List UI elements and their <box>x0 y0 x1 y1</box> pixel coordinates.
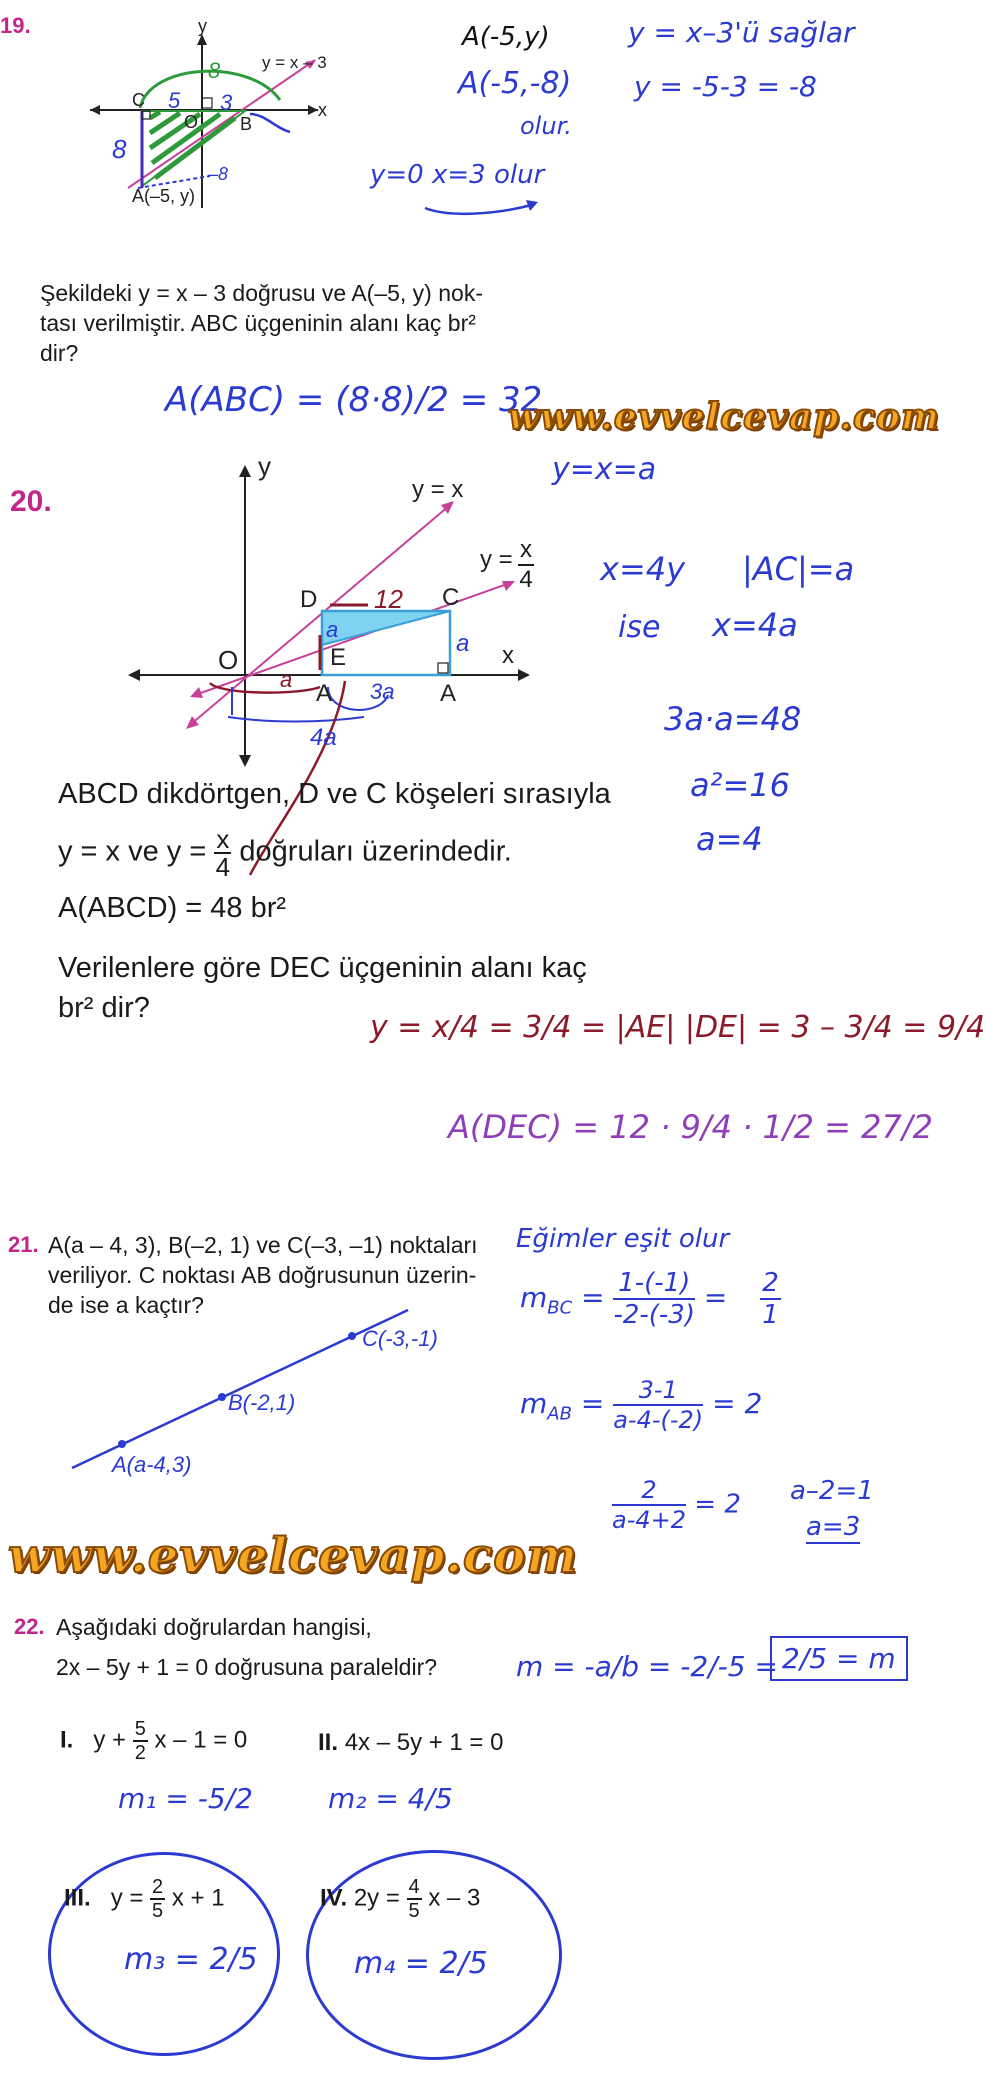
question-number-21: 21. <box>8 1232 39 1257</box>
q20-text2-a: y = x ve y = <box>58 835 207 868</box>
q21-hw-eq <box>612 1476 741 1534</box>
q20-x-axis-label: x <box>502 642 514 669</box>
q19-hw-seg-5: 5 <box>168 88 181 113</box>
q20-hw-ise: ise <box>618 610 661 645</box>
q20-text2-b: doğruları üzerindedir. <box>239 835 512 868</box>
q22-opt2-text: 4x – 5y + 1 = 0 <box>344 1729 504 1756</box>
q19-hw-note1: y = x–3'ü sağlar <box>628 16 855 49</box>
q19-hw-area: A(ABC) = (8·8)/2 = 32 <box>165 380 543 420</box>
q22-hw-m4: m₄ = 2/5 <box>354 1946 488 1981</box>
q22-opt1-frac: $\frac{5}{2}$ <box>134 1718 146 1764</box>
q22-hw-m2: m₂ = 4/5 <box>328 1782 453 1815</box>
q22-hw-m-eq: m = -a/b = -2/-5 = <box>516 1650 778 1683</box>
q22-opt1-label: I. <box>60 1726 74 1754</box>
q22-option-2 <box>318 1728 503 1758</box>
q21-hw-a-point: A(a-4,3) <box>112 1452 192 1477</box>
watermark-bottom: www.evvelcevap.com <box>8 1528 578 1584</box>
q19-hw-a-value: A(-5,-8) <box>458 66 572 101</box>
q21-mbc-sub: BC <box>547 1297 573 1319</box>
q21-figure <box>60 1300 480 1500</box>
q21-text-line2: veriliyor. C noktası AB doğrusunun üzerin- <box>48 1262 477 1288</box>
q20-d: D <box>300 586 318 613</box>
q19-hw-a-point: A(-5,y) <box>462 22 550 52</box>
q20-hw-x4y: x=4y <box>600 550 686 588</box>
q22-opt3-frac: $\frac{2}{5}$ <box>152 1876 164 1922</box>
q21-hw-sol1: a–2=1 <box>790 1476 874 1506</box>
q21-mab-m: m <box>520 1387 548 1420</box>
q19-text-line1: Şekildeki y = x – 3 doğrusu ve A(–5, y) nok- <box>40 280 483 306</box>
q22-text-line2: 2x – 5y + 1 = 0 doğrusuna paraleldir? <box>56 1654 438 1680</box>
q20-hw-yx: y=x=a <box>552 452 657 487</box>
q19-figure <box>80 18 380 278</box>
q22-hw-m1: m₁ = -5/2 <box>118 1782 253 1815</box>
q21-text-line1: A(a – 4, 3), B(–2, 1) ve C(–3, –1) noktaları <box>48 1232 478 1258</box>
q20-a1: A <box>316 680 333 707</box>
q20-c: C <box>442 584 460 611</box>
q20-hw-12: 12 <box>374 584 403 614</box>
q22-option-4 <box>320 1876 480 1922</box>
q20-hw-eq1: 3a·a=48 <box>664 700 802 738</box>
q21-eq-res: = 2 <box>694 1489 741 1520</box>
q21-mbc-frac: $\frac{1-(-1)}{-2-(-3)}$ <box>613 1268 695 1330</box>
q20-text-line4: Verilenlere göre DEC üçgeninin alanı kaç <box>58 952 587 984</box>
q19-hw-neg8: –8 <box>208 164 229 184</box>
q22-opt4-label: IV. <box>320 1884 348 1912</box>
q21-mbc-result: $\frac{2}{1}$ <box>762 1268 779 1330</box>
q22-text-line1: Aşağıdaki doğrulardan hangisi, <box>56 1614 372 1640</box>
q22-opt2-label: II. <box>318 1729 339 1756</box>
q20-hw-3a: 3a <box>370 679 395 704</box>
q21-mab-frac: $\frac{3-1}{a-4-(-2)}$ <box>613 1376 704 1434</box>
q20-hw-a3: a <box>280 667 293 692</box>
q19-point-o: O <box>184 112 199 132</box>
q20-hw-a: a <box>326 617 339 642</box>
q20-text-line5: br² dir? <box>58 992 150 1024</box>
q22-hw-m3: m₃ = 2/5 <box>124 1942 258 1977</box>
q20-line2-lhs: y = <box>480 546 513 573</box>
q20-hw-x4a: x=4a <box>712 606 798 644</box>
question-number-19: 19. <box>0 13 31 38</box>
q21-mab-res: = 2 <box>712 1387 763 1420</box>
q20-e: E <box>330 644 347 671</box>
q20-hw-purple: A(DEC) = 12 · 9/4 · 1/2 = 27/2 <box>448 1108 933 1146</box>
q19-text-line3: dir? <box>40 340 79 366</box>
q20-y-axis-label: y <box>258 451 271 481</box>
q22-opt4-a: 2y = <box>353 1884 400 1912</box>
q22-opt3-a: y = <box>110 1884 144 1912</box>
q22-opt1-b: x – 1 = 0 <box>154 1726 248 1754</box>
q21-hw-mab: $m_{AB}$ = $\frac{3-1}{a-4-(-2)}$ = 2 <box>520 1376 763 1434</box>
q20-text-line3: A(ABCD) = 48 br² <box>58 892 287 924</box>
q19-hw-y0: y=0 x=3 olur <box>370 160 545 190</box>
q20-hw-a2: a <box>456 630 470 657</box>
q19-y-axis-label: y <box>198 16 207 36</box>
q22-opt1-a: y + <box>93 1726 127 1754</box>
q19-hw-side-8: 8 <box>112 134 127 164</box>
q21-hw-sol2: a=3 <box>806 1512 861 1542</box>
q20-text-line2 <box>58 826 512 880</box>
q20-hw-eq2: a²=16 <box>690 766 790 804</box>
q20-figure <box>120 451 540 775</box>
q19-x-axis-label: x <box>318 100 327 120</box>
q21-mab-sub: AB <box>547 1403 572 1425</box>
q21-hw-title: Eğimler eşit olur <box>516 1224 730 1254</box>
q20-hw-red: y = x/4 = 3/4 = |AE| |DE| = 3 – 3/4 = 9/4 <box>370 1010 985 1045</box>
q21-text-line3: de ise a kaçtır? <box>48 1292 204 1318</box>
q19-hw-top-8: 8 <box>208 58 221 83</box>
q21-hw-c-point: C(-3,-1) <box>362 1326 438 1351</box>
q22-option-3 <box>64 1876 225 1922</box>
q19-line-label: y = x – 3 <box>262 53 327 72</box>
q19-point-c: C <box>132 90 145 110</box>
q22-option-1 <box>60 1718 247 1764</box>
question-number-20: 20. <box>10 485 52 518</box>
q22-opt3-label: III. <box>64 1884 91 1912</box>
q19-hw-olur: olur. <box>520 112 572 140</box>
q22-opt4-b: x – 3 <box>428 1884 481 1912</box>
q22-hw-m-box: 2/5 = m <box>770 1636 908 1681</box>
q19-point-a: A(–5, y) <box>132 186 196 206</box>
q21-mbc-m: m <box>520 1281 548 1314</box>
q21-hw-b-point: B(-2,1) <box>228 1390 296 1415</box>
watermark-top: www.evvelcevap.com <box>508 396 940 438</box>
q21-eq-frac: $\frac{2}{a-4+2}$ <box>612 1476 687 1534</box>
q22-opt4-frac: $\frac{4}{5}$ <box>408 1876 420 1922</box>
q20-a2: A <box>440 680 457 707</box>
q20-hw-ac: |AC|=a <box>742 550 855 588</box>
q21-hw-mbc: $m_{BC}$ = $\frac{1-(-1)}{-2-(-3)}$ = $\frac{2}{1}$ <box>520 1268 779 1330</box>
q20-text-line1: ABCD dikdörtgen, D ve C köşeleri sırasıyla <box>58 778 611 810</box>
q19-point-b: B <box>240 114 253 134</box>
q20-line1-label: y = x <box>412 476 464 503</box>
q20-fig-line2-frac: $\frac{x}{4}$ <box>519 536 533 593</box>
question-number-22: 22. <box>14 1614 45 1639</box>
q19-text-line2: tası verilmiştir. ABC üçgeninin alanı kaç br² <box>40 310 476 336</box>
q20-text2-frac: $\frac{x}{4}$ <box>215 824 231 882</box>
q20-o: O <box>218 645 239 675</box>
q19-hw-seg-3: 3 <box>220 90 233 115</box>
q22-opt3-b: x + 1 <box>171 1884 225 1912</box>
q20-hw-eq3: a=4 <box>696 820 763 858</box>
q19-hw-calc: y = -5-3 = -8 <box>634 70 817 103</box>
q20-hw-4a: 4a <box>310 724 337 751</box>
